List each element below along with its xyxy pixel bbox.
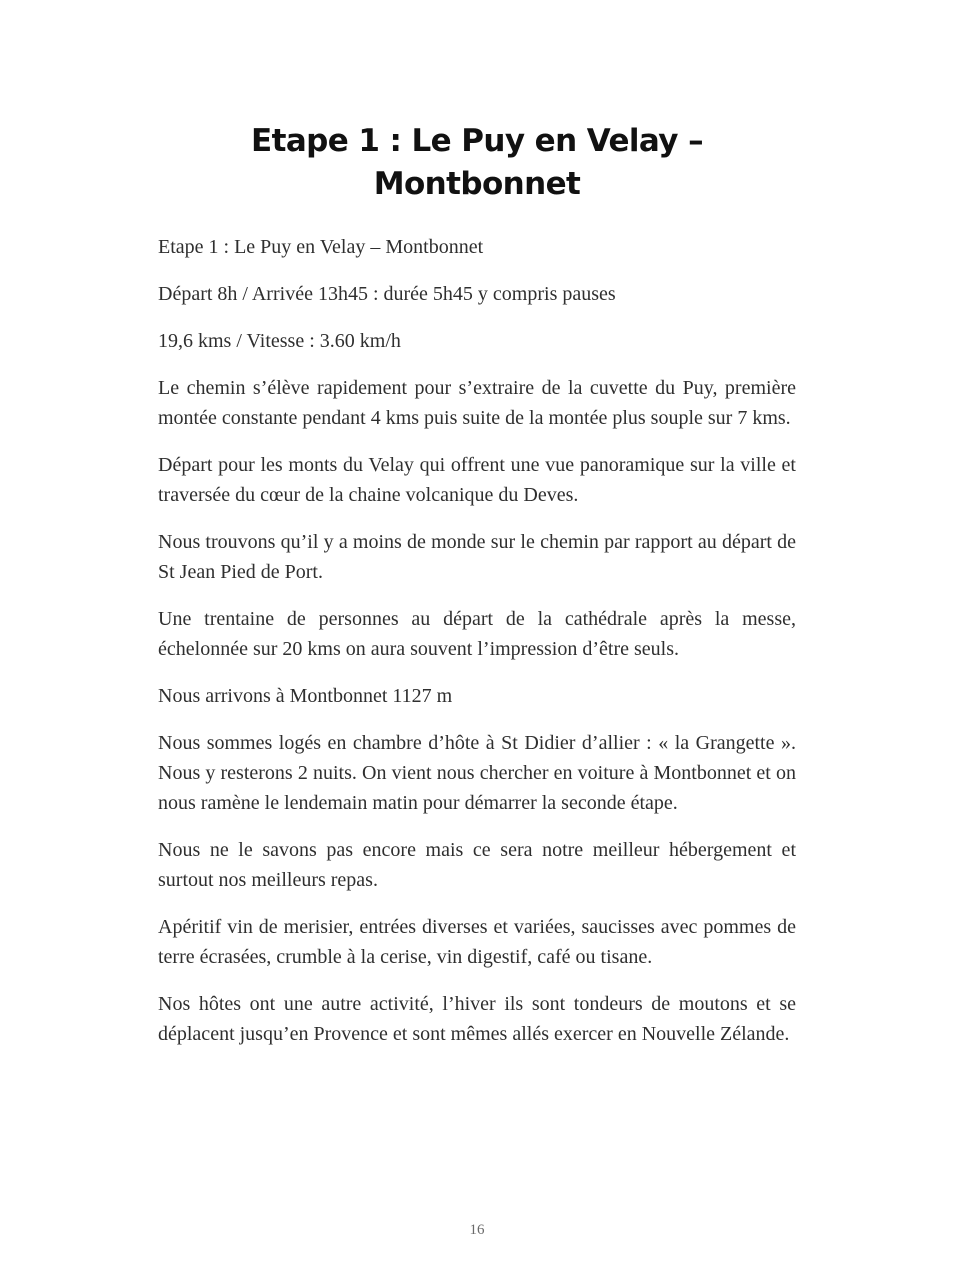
page-title [158,120,796,206]
paragraph-cathedral-departure: Une trentaine de personnes au départ de la cathédrale après la messe, échelonnée sur 20 kms on aura souvent l’impression d’être seuls. [158,608,796,660]
paragraph-lodging: Nous sommes logés en chambre d’hôte à St Didier d’allier : « la Grangette ». Nous y resterons 2 nuits. On vient nous chercher en voiture à Montbonnet et on nous ramène le lendemain matin pour démarrer la seconde étape. [158,732,796,814]
paragraph-stage-name: Etape 1 : Le Puy en Velay – Montbonnet [158,236,484,258]
title-line-1: Etape 1 : Le Puy en Velay – [251,123,703,159]
paragraph-times: Départ 8h / Arrivée 13h45 : durée 5h45 y compris pauses [158,283,616,305]
page-number: 16 [469,1222,485,1238]
paragraph-climb: Le chemin s’élève rapidement pour s’extraire de la cuvette du Puy, première montée constante pendant 4 kms puis suite de la montée plus souple sur 7 kms. [158,377,796,429]
paragraph-velay-mountains: Départ pour les monts du Velay qui offrent une vue panoramique sur la ville et traversée du cœur de la chaine volcanique du Deves. [158,454,796,506]
paragraph-arrival: Nous arrivons à Montbonnet 1127 m [158,685,453,707]
body-text [158,232,796,1066]
title-line-2: Montbonnet [373,166,581,202]
paragraph-hosts: Nos hôtes ont une autre activité, l’hiver ils sont tondeurs de moutons et se déplacent jusqu’en Provence et sont mêmes allés exercer en Nouvelle Zélande. [158,993,796,1045]
paragraph-meal: Apéritif vin de merisier, entrées diverses et variées, saucisses avec pommes de terre écrasées, crumble à la cerise, vin digestif, café ou tisane. [158,916,796,968]
paragraph-fewer-people: Nous trouvons qu’il y a moins de monde sur le chemin par rapport au départ de St Jean Pied de Port. [158,531,796,583]
paragraph-distance-speed: 19,6 kms / Vitesse : 3.60 km/h [158,330,401,352]
paragraph-best-lodging: Nous ne le savons pas encore mais ce sera notre meilleur hébergement et surtout nos meilleurs repas. [158,839,796,891]
